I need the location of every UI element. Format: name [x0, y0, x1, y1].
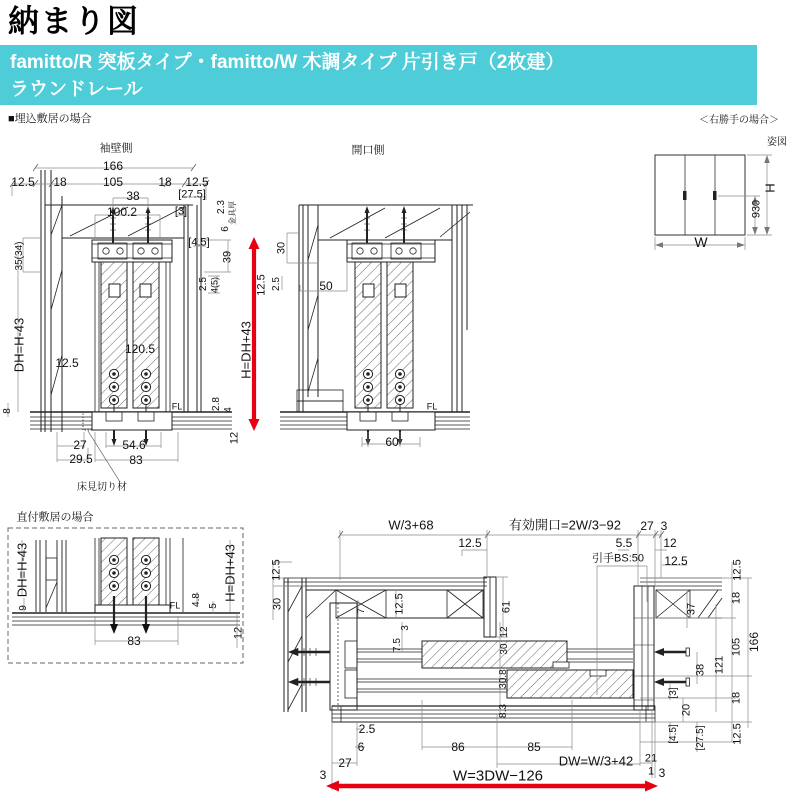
- dim-label: 83: [127, 634, 141, 648]
- dim-label: 3: [660, 519, 668, 533]
- dim-label: 7.5: [392, 638, 403, 652]
- dim-label: DH=H-43: [11, 317, 27, 373]
- dim-label: 12.5: [393, 593, 406, 615]
- dim-label: 12.5: [55, 356, 79, 370]
- dim-label: 39: [221, 250, 234, 264]
- banner-line1: famitto/R 突板タイプ・famitto/W 木調タイプ 片引き戸（2枚建）: [10, 52, 565, 73]
- dim-label: 4(5): [209, 276, 220, 294]
- dim-label: 35(34): [14, 241, 25, 271]
- dim-label: DH=H-43: [14, 542, 30, 598]
- dim-label: [4.5]: [668, 724, 679, 744]
- dim-label: 30: [271, 597, 284, 611]
- dim-label: 2.5: [198, 277, 209, 291]
- dim-label: 85: [527, 740, 541, 754]
- dim-label: FL: [171, 401, 183, 412]
- dim-label: 7: [356, 608, 367, 614]
- dim-label: [3]: [174, 205, 188, 218]
- dim-label: 5: [208, 603, 219, 609]
- dim-label: H=DH+43: [222, 544, 238, 602]
- dim-label: DW=W/3+42: [558, 753, 634, 769]
- dim-label: 105: [102, 175, 124, 189]
- dim-label: 54.6: [122, 438, 146, 452]
- dim-label: 12.5: [664, 554, 688, 568]
- dim-label: 12: [232, 626, 245, 640]
- dim-label: 29.5: [69, 452, 93, 466]
- drawing-direct-sill-dimension-lines: [22, 540, 237, 648]
- dim-label: 金具厚: [228, 201, 237, 225]
- dim-label: 12: [663, 536, 677, 550]
- dim-label: 12.5: [458, 536, 482, 550]
- dim-label: 86: [451, 740, 465, 754]
- dim-label: 3: [400, 625, 411, 631]
- dim-label: [3]: [668, 687, 679, 699]
- dim-label: 100.2: [106, 205, 138, 219]
- dim-label: W=3DW−126: [452, 767, 544, 785]
- dim-label: ＜右勝手の場合＞: [699, 115, 779, 126]
- dim-label: 2.5: [271, 277, 282, 291]
- dim-label: 2.5: [358, 722, 376, 736]
- dim-label: 3: [658, 766, 666, 780]
- dim-label: 12: [499, 626, 510, 638]
- drawing-opening-side-section: [280, 205, 473, 449]
- drawing-direct-sill-section: [8, 528, 243, 663]
- dim-label: 12.5: [255, 274, 268, 296]
- dim-label: 166: [102, 159, 124, 173]
- dim-label: 27: [640, 519, 654, 533]
- dim-label: 21: [644, 752, 658, 765]
- dim-label: 18: [158, 175, 172, 189]
- dim-label: 直付敷居の場合: [16, 511, 94, 524]
- dim-label: 12.5: [731, 723, 744, 745]
- dim-label: 18: [53, 175, 67, 189]
- dim-label: 30.8: [498, 669, 509, 689]
- dim-label: [27.5]: [178, 188, 206, 201]
- dim-label: 2.8: [211, 397, 222, 411]
- dim-label: FL: [426, 401, 438, 412]
- dim-label: 1: [647, 765, 655, 778]
- dim-label: H=DH+43: [238, 321, 254, 379]
- section-label-embedded-sill: ■埋込敷居の場合: [8, 113, 92, 125]
- dim-label: 袖壁側: [99, 142, 133, 155]
- dim-label: 8.3: [498, 704, 509, 718]
- dim-label: 引手BS:50: [592, 552, 644, 565]
- dim-label: 37: [685, 602, 698, 616]
- dim-label: 9: [18, 605, 29, 611]
- dim-label: 18: [730, 691, 743, 705]
- dim-label: 105: [730, 637, 743, 657]
- dim-label: 27: [338, 756, 352, 770]
- banner-line2: ラウンドレール: [10, 79, 143, 100]
- dim-label: 61: [500, 600, 513, 614]
- dim-label: 6: [220, 226, 231, 232]
- dim-label: 121: [713, 655, 726, 675]
- dim-label: 8: [2, 408, 13, 414]
- dim-label: 38: [694, 663, 707, 677]
- dim-label: W/3+68: [388, 517, 434, 533]
- dim-label: W: [694, 234, 708, 250]
- dim-label: 4.8: [191, 593, 202, 607]
- dim-label: 12.5: [11, 175, 35, 189]
- page-title: 納まり図: [8, 4, 140, 39]
- dim-label: 12.5: [731, 559, 744, 581]
- dim-label: 6: [357, 740, 365, 754]
- dim-label: [4.5]: [188, 236, 210, 249]
- dim-label: 50: [319, 279, 333, 293]
- dim-label: FL: [169, 600, 181, 611]
- dim-label: H: [762, 183, 778, 193]
- dim-label: 床見切り材: [77, 482, 127, 493]
- dim-label: 2.3: [216, 200, 227, 214]
- dim-label: 開口側: [351, 144, 385, 157]
- dim-label: 83: [129, 453, 143, 467]
- dim-label: 12.5: [185, 175, 209, 189]
- dim-label: 20: [680, 703, 693, 717]
- dim-label: 12.5: [270, 559, 283, 581]
- dim-label: 930: [750, 199, 763, 219]
- dim-label: 166: [747, 631, 761, 653]
- dim-label: 3: [319, 768, 327, 782]
- dim-label: 30: [499, 643, 510, 655]
- dim-label: 12: [228, 431, 241, 445]
- dim-label: 4: [223, 407, 234, 413]
- dim-label: 5.5: [615, 536, 633, 550]
- dim-label: 27: [73, 438, 87, 452]
- dim-label: [27.5]: [695, 725, 706, 751]
- dim-label: 120.5: [124, 342, 156, 356]
- dim-label: 有効開口=2W/3−92: [509, 517, 621, 533]
- dim-label: 姿図: [767, 137, 787, 148]
- dim-label: 18: [730, 591, 743, 605]
- dim-label: 30: [275, 241, 288, 255]
- dim-label: 38: [126, 189, 140, 203]
- dim-label: 60: [385, 435, 399, 449]
